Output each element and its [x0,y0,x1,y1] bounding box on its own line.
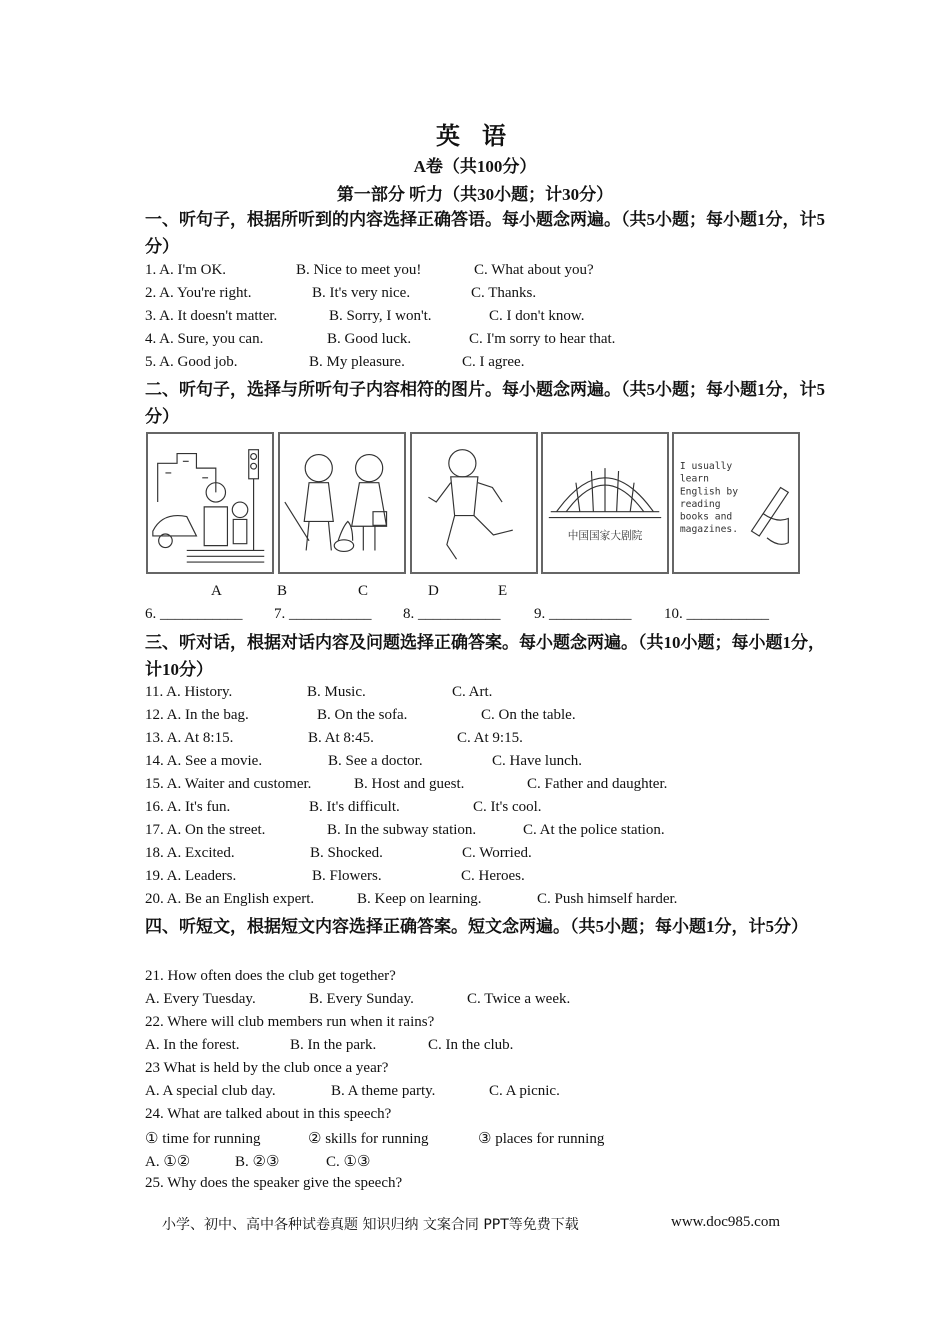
answer-option[interactable]: B. In the park. [290,1037,377,1053]
answer-option[interactable]: C. At the police station. [523,822,665,838]
question-text: 16. A. It's fun. [145,799,231,815]
footer-text: 小学、初中、高中各种试卷真题 知识归纳 文案合同 PPT等免费下载 [162,1217,579,1233]
question-text: 25. Why does the speaker give the speech? [145,1175,403,1191]
note-line: magazines. [679,524,739,536]
answer-option[interactable]: C. ①③ [326,1154,371,1170]
answer-option[interactable]: B. Music. [307,684,366,700]
answer-option[interactable]: B. In the subway station. [327,822,477,838]
question-text: 20. A. Be an English expert. [145,891,315,907]
question-text: 22. Where will club members run when it rains? [145,1014,435,1030]
question-text: 1. A. I'm OK. [145,262,227,278]
question-text: 12. A. In the bag. [145,707,249,723]
question-text: A. A special club day. [145,1083,276,1099]
answer-option[interactable]: C. Twice a week. [467,991,571,1007]
note-line: learn [679,473,709,485]
note-line: reading [679,498,721,510]
page-title: 英 语 [436,124,514,150]
answer-blank-9[interactable]: 9. ___________ [534,606,632,622]
answer-option[interactable]: B. It's difficult. [309,799,400,815]
theatre-caption: 中国国家大剧院 [567,528,643,542]
answer-option[interactable]: C. On the table. [481,707,576,723]
part-heading: 第一部分 听力（共30小题；计30分） [336,185,614,204]
question-text: 23 What is held by the club once a year? [145,1060,389,1076]
footer-link[interactable]: www.doc985.com [671,1214,781,1230]
note-line: books and [679,511,733,523]
answer-option[interactable]: B. My pleasure. [309,354,405,370]
question-text: A. Every Tuesday. [145,991,256,1007]
question-text: 4. A. Sure, you can. [145,331,264,347]
section3-heading: 三、听对话，根据对话内容及问题选择正确答案。每小题念两遍。（共10小题；每小题1分，计10分） [145,633,825,679]
question-text: 13. A. At 8:15. [145,730,234,746]
answer-option[interactable]: B. Nice to meet you! [296,262,422,278]
answer-option[interactable]: B. Sorry, I won't. [329,308,432,324]
question-text: 3. A. It doesn't matter. [145,308,278,324]
question-text: 24. What are talked about in this speech? [145,1106,392,1122]
answer-option[interactable]: B. At 8:45. [308,730,374,746]
answer-option[interactable]: ② skills for running [308,1131,429,1147]
question-text: 5. A. Good job. [145,354,238,370]
answer-option[interactable]: C. At 9:15. [457,730,523,746]
answer-option[interactable]: C. Father and daughter. [527,776,668,792]
answer-option[interactable]: C. What about you? [474,262,594,278]
answer-blank-6[interactable]: 6. ___________ [145,606,243,622]
answer-option[interactable]: C. Thanks. [471,285,537,301]
question-text: 19. A. Leaders. [145,868,237,884]
answer-option[interactable]: C. In the club. [428,1037,514,1053]
answer-option[interactable]: C. Art. [452,684,493,700]
question-text: 18. A. Excited. [145,845,235,861]
picture-label-e: E [498,583,508,599]
answer-option[interactable]: B. Keep on learning. [357,891,482,907]
answer-option[interactable]: B. ②③ [235,1154,280,1170]
answer-option[interactable]: ③ places for running [478,1131,605,1147]
picture-label-a: A [211,583,222,599]
question-text: 14. A. See a movie. [145,753,263,769]
picture-e-reading-note [672,432,800,574]
picture-b-planting [278,432,406,574]
answer-blank-7[interactable]: 7. ___________ [274,606,372,622]
question-text: A. ①② [145,1154,191,1170]
answer-option[interactable]: B. On the sofa. [317,707,408,723]
answer-option[interactable]: C. Have lunch. [492,753,582,769]
section1-heading: 一、听句子，根据所听到的内容选择正确答语。每小题念两遍。（共5小题；每小题1分，计5分） [145,210,825,256]
answer-option[interactable]: B. Good luck. [327,331,412,347]
answer-option[interactable]: C. Worried. [462,845,532,861]
question-text: ① time for running [145,1131,261,1147]
answer-option[interactable]: C. It's cool. [473,799,542,815]
question-text: 15. A. Waiter and customer. [145,776,312,792]
answer-option[interactable]: C. I don't know. [489,308,585,324]
picture-label-b: B [277,583,288,599]
question-text: 11. A. History. [145,684,233,700]
answer-option[interactable]: C. Heroes. [461,868,525,884]
question-text: 21. How often does the club get together? [145,968,396,984]
picture-label-d: D [428,583,439,599]
answer-option[interactable]: B. It's very nice. [312,285,411,301]
note-line: English by [679,486,739,498]
question-text: A. In the forest. [145,1037,240,1053]
answer-option[interactable]: B. Flowers. [312,868,382,884]
section4-heading: 四、听短文，根据短文内容选择正确答案。短文念两遍。（共5小题；每小题1分，计5分） [145,917,808,936]
answer-option[interactable]: B. Shocked. [310,845,383,861]
question-text: 2. A. You're right. [145,285,252,301]
answer-option[interactable]: B. Every Sunday. [309,991,414,1007]
picture-c-running-boy [410,432,538,574]
answer-option[interactable]: B. Host and guest. [354,776,465,792]
section2-heading: 二、听句子，选择与所听句子内容相符的图片。每小题念两遍。（共5小题；每小题1分，计5分） [145,380,825,426]
answer-option[interactable]: B. See a doctor. [328,753,423,769]
answer-option[interactable]: C. A picnic. [489,1083,560,1099]
answer-option[interactable]: C. I'm sorry to hear that. [469,331,616,347]
answer-blank-8[interactable]: 8. ___________ [403,606,501,622]
picture-a-crossing [146,432,274,574]
paper-subtitle: A卷（共100分） [413,157,537,176]
answer-option[interactable]: C. I agree. [462,354,525,370]
picture-d-national-theatre [541,432,669,574]
note-line: I usually [679,461,733,473]
question-text: 17. A. On the street. [145,822,266,838]
answer-option[interactable]: C. Push himself harder. [537,891,678,907]
picture-label-c: C [358,583,369,599]
answer-option[interactable]: B. A theme party. [331,1083,436,1099]
answer-blank-10[interactable]: 10. ___________ [664,606,769,622]
